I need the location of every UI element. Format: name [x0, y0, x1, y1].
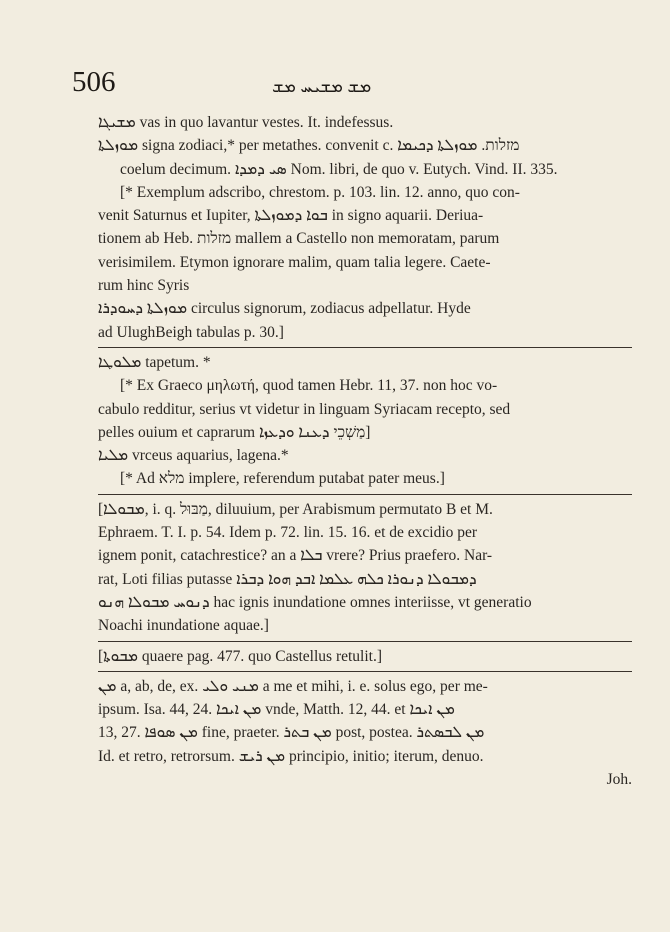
note-line: Ephraem. T. I. p. 54. Idem p. 72. lin. 15. 16. et de excidio per — [98, 524, 478, 542]
page-body — [98, 111, 632, 791]
entry-line: coelum decimum. ܣܝ ܕܡܕܐ Nom. libri, de quo v. Eutych. Vind. II. 335. — [120, 160, 558, 178]
entry-line: ܡܠܘܛܐ tapetum. * — [98, 353, 211, 371]
note-line: cabulo redditur, serius vt videtur in linguam Syriacam recepto, sed — [98, 400, 511, 418]
note-line: [* Ex Graeco μηλωτή, quod tamen Hebr. 11, 37. non hoc vo- — [120, 377, 498, 395]
note-line: rum hinc Syris — [98, 277, 190, 295]
note-line: tionem ab Heb. מזלות mallem a Castello non memoratam, parum — [98, 230, 500, 248]
note-line: ad UlughBeigh tabulas p. 30.] — [98, 323, 284, 341]
catchword: Joh. — [606, 771, 632, 789]
divider — [98, 494, 632, 495]
note-line: Noachi inundatione aquae.] — [98, 617, 269, 635]
note-line: venit Saturnus et Iupiter, ܒܘܐ ܕܡܘܙܠܬܐ in signo aquarii. Deriua- — [98, 207, 484, 225]
note-line: pelles ouium et caprarum מַשְׁכֵי ܕܥܢܐ ܘܕܥܙܐ] — [98, 423, 371, 441]
entry-line: ܡܢ a, ab, de, ex. ܡܢܝ ܘܠܝ a me et mihi, i. e. solus ego, per me- — [98, 677, 488, 695]
note-line: [ܡܒܘܬܐ quaere pag. 477. quo Castellus retulit.] — [98, 647, 383, 665]
entry-line: ܡܘܙܠܬܐ signa zodiaci,* per metathes. convenit c. מזלות. ܡܘܙܠܬܐ ܕܟܝܡܐ — [98, 137, 520, 155]
page-header — [72, 66, 632, 106]
note-line: ignem ponit, catachrestice? an a ܒܠܐ vrere? Prius praefero. Nar- — [98, 547, 493, 565]
entry-line: ܡܠܝܐ vrceus aquarius, lagena.* — [98, 447, 289, 465]
entry-line: ܡܫܝܓܐ vas in quo lavantur vestes. It. indefessus. — [98, 114, 394, 131]
note-line: ܡܘܙܠܬܐ ܕܚܘܕܪܐ circulus signorum, zodiacus adpellatur. Hyde — [98, 300, 471, 318]
divider — [98, 671, 632, 672]
note-line: ܕܢܘܚ ܡܒܘܠܐ ܗܢܘ hac ignis inundatione omnes interiisse, vt generatio — [98, 593, 532, 611]
entry-line: Id. et retro, retrorsum. ܡܢ ܪܝܫ principio, initio; iterum, denuo. — [98, 747, 484, 765]
page-number: 506 — [72, 66, 116, 98]
note-line: [ܡܒܘܠܐ, i. q. מַבּוּל, diluuium, per Arabismum permutato B et M. — [98, 500, 493, 518]
running-head: ܡܫ ܡܫܝܚ ܡܫ — [272, 76, 372, 96]
entry-line: 13, 27. ܡܢ ܣܘܦܐ fine, praeter. ܡܢ ܒܬܪ post, postea. ܡܢ ܠܒܣܬܪ — [98, 724, 485, 742]
note-line: verisimilem. Etymon ignorare malim, quam talia legere. Caete- — [98, 253, 491, 271]
note-line: rat, Loti filias putasse ܕܡܒܘܠܐ ܕܢܘܪܐ ܟܠܗ ܥܠܡܐ ܐܒܕ ܗܘܐ ܕܒܪܐ — [98, 570, 477, 588]
divider — [98, 641, 632, 642]
entry-line: ipsum. Isa. 44, 24. ܡܢ ܐܝܟܐ vnde, Matth. 12, 44. et ܡܢ ܐܝܟܐ — [98, 701, 455, 719]
note-line: [* Ad מלא implere, referendum putabat pater meus.] — [120, 470, 445, 488]
divider — [98, 347, 632, 348]
note-line: [* Exemplum adscribo, chrestom. p. 103. lin. 12. anno, quo con- — [120, 183, 520, 201]
